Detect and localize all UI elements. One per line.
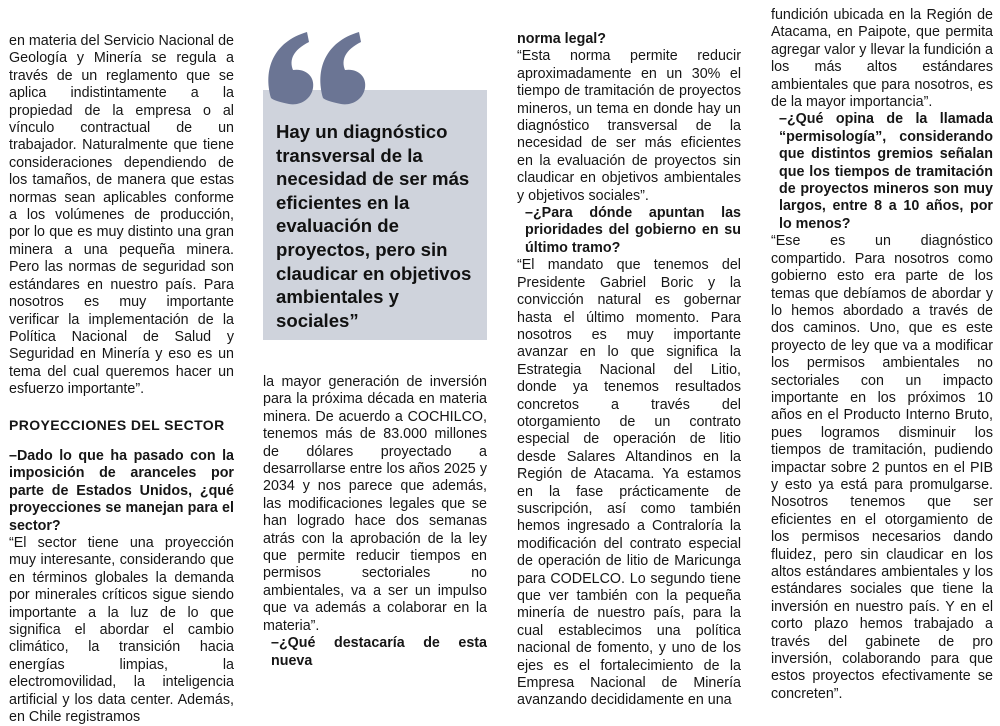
- column-4: [771, 7, 995, 702]
- section-subheading: PROYECCIONES DEL SECTOR: [9, 416, 225, 433]
- question-norma-end: norma legal?: [517, 31, 606, 47]
- question-aranceles: –Dado lo que ha pasado con la imposición de aranceles por parte de Estados Unidos, ¿qué proyecciones se manejan para el sector?: [9, 447, 234, 534]
- answer-permisologia: “Ese es un diagnóstico compartido. Para nosotros como gobierno esto era parte de los temas que debíamos de abordar y lo hemos abordado a través de dos caminos. Uno, que es este proyecto de ley que va a modificar los permisos ambientales no sectoriales con un impacto importante en los próximos 10 años en el Producto Interno Bruto, pues logramos disminuir los tiempos de tramitación, pudiendo impactar sobre 2 puntos en el PIB y esto ya está para promulgarse. Nosotros tenemos que ser eficientes en el otorgamiento de los permisos necesarios dando fluidez, pero sin claudicar en los altos estándares ambientales y los estándares sociales que tiene la inversión en nuestro país. Y en el corto plazo hemos trabajado a través del gabinete de pro inversión, colaborando para que estos proyectos efectivamente se concreten”.: [771, 233, 993, 702]
- column-3: [517, 31, 743, 709]
- col1-paragraph: en materia del Servicio Nacional de Geología y Minería se regula a través de un reglamento que se aplica indistintamente a la propiedad de la empresa o al vínculo contractual de un trabajador. Naturalmente que tiene consideraciones dependiendo de los tamaños, de manera que estas normas sean aplicables conforme a los volúmenes de producción, por lo que es muy distinto una gran minera a una pequeña minera. Pero las normas de seguridad son estándares en nuestro país. Para nosotros es muy importante verificar la implementación de la Política Nacional de Salud y Seguridad en Minería y eso es un tema del cual queremos hacer un esfuerzo importante”.: [9, 33, 234, 398]
- column-1: [9, 33, 235, 726]
- question-permisologia: –¿Qué opina de la llamada “permisología”, considerando que distintos gremios señalan que los tiempos de tramitación de proyectos mineros son muy largos, entre 8 a 10 años, por lo menos?: [779, 111, 993, 232]
- question-prioridades: –¿Para dónde apuntan las prioridades del gobierno en su último tramo?: [525, 205, 741, 256]
- answer-prioridades-cont: fundición ubicada en la Región de Atacama, en Paipote, que permita agregar valor y llevar la fundición a los más altos estándares ambientales que para nosotros, es de la mayor importancia”.: [771, 7, 993, 111]
- answer-aranceles: “El sector tiene una proyección muy interesante, considerando que en términos globales la demanda por minerales críticos sigue siendo importante a la luz de lo que significa el abordar el cambio climático, la transición hacia energías limpias, la electromovilidad, la inteligencia artificial y los data center. Además, en Chile registramos: [9, 534, 234, 726]
- question-norma-start: –¿Qué destacaría de esta nueva: [271, 635, 487, 669]
- column-2: [263, 374, 489, 669]
- answer-norma: “Esta norma permite reducir aproximadamente en un 30% el tiempo de tramitación de proyectos mineros, un tema en donde hay un diagnóstico transversal de la necesidad de ser más eficientes en la evaluación de proyectos sin claudicar en objetivos ambientales y objetivos sociales”.: [517, 48, 741, 204]
- answer-prioridades: “El mandato que tenemos del Presidente Gabriel Boric y la convicción natural es gobernar hasta el último momento. Para nosotros es muy importante avanzar en lo que significa la Estrategia Nacional del Litio, donde ya tenemos resultados concretos a través del otorgamiento de un contrato especial de operación de litio desde Salares Altandinos en la Región de Atacama. Ya estamos en la fase prácticamente de suscripción, así como también hemos ingresado a Contraloría la modificación del contrato especial de operación de litio de Maricunga para CODELCO. Lo segundo tiene que ver también con la pequeña minería de nuestro país, para la cual establecimos una política nacional de fomento, y uno de los ejes es el fortalecimiento de la Empresa Nacional de Minería avanzando decididamente en una: [517, 257, 741, 709]
- pullquote-text: Hay un diagnóstico transversal de la necesidad de ser más eficientes en la evaluación de proyectos, pero sin claudicar en objetivos ambientales y sociales”: [276, 121, 472, 331]
- answer-aranceles-cont: la mayor generación de inversión para la próxima década en materia minera. De acuerdo a COCHILCO, tenemos más de 83.000 millones de dólares proyectado a desarrollarse entre los años 2025 y 2034 y nos parece que además, las modificaciones legales que se han logrado hace dos semanas atrás con la aprobación de la ley que permite reducir tiempos en permisos sectoriales no ambientales, va a ser un impulso que va además a colaborar en la materia”.: [263, 374, 487, 634]
- quote-mark-icon: [263, 20, 373, 110]
